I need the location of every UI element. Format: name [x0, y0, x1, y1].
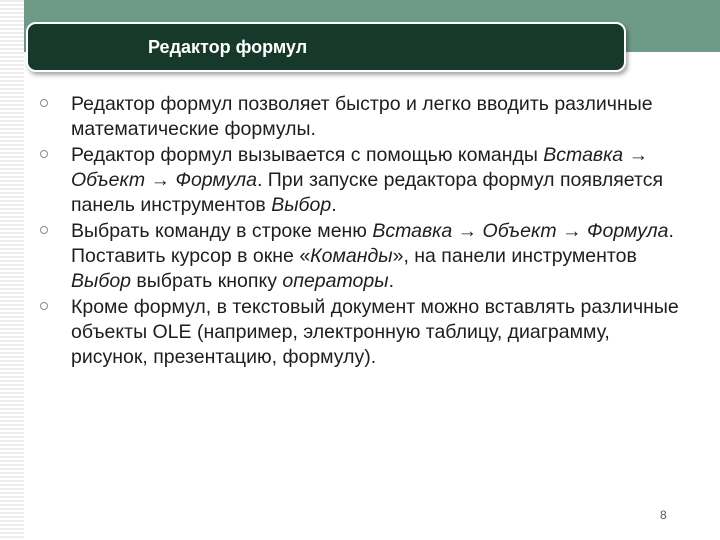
text-segment: Кроме формул, в текстовый документ можно вставлять различные объекты OLE (например, электронную таблицу, диаграмму, рисунок, презентацию, формулу).: [71, 296, 679, 368]
bullet-circle-icon: [40, 302, 48, 310]
text-segment: выбрать кнопку: [131, 270, 283, 292]
bullet-list: [40, 92, 680, 371]
page-number: 8: [660, 508, 667, 522]
bullet-item: [40, 295, 680, 370]
bullet-item: [40, 92, 680, 142]
text-segment-italic: Выбор: [71, 270, 132, 292]
bullet-circle-icon: [40, 99, 48, 107]
text-segment: Выбрать команду в строке меню: [71, 220, 373, 242]
bullet-text: [71, 296, 679, 368]
bullet-item: [40, 219, 680, 294]
text-segment: Редактор формул вызывается с помощью команды: [71, 144, 544, 166]
text-segment-italic: операторы: [282, 270, 389, 292]
text-segment: . Поставить курсор в окне «: [71, 220, 674, 267]
text-segment-italic: Выбор: [271, 194, 332, 216]
text-segment: . При запуске редактора формул появляется панель инструментов: [71, 169, 664, 216]
text-segment: .: [331, 194, 337, 216]
slide-title-box: [26, 22, 626, 72]
bullet-text: [71, 93, 653, 140]
text-segment-italic: Вставка → Объект → Формула: [71, 144, 649, 191]
bullet-circle-icon: [40, 226, 48, 234]
text-segment: », на панели инструментов: [392, 245, 637, 267]
text-segment: Редактор формул позволяет быстро и легко вводить различные математические формулы.: [71, 93, 653, 140]
slide-title: Редактор формул: [148, 37, 308, 57]
text-segment: .: [388, 270, 394, 292]
bullet-item: [40, 143, 680, 218]
left-decorative-stripes: [0, 0, 24, 540]
bullet-circle-icon: [40, 150, 48, 158]
bullet-text: [71, 220, 674, 292]
text-segment-italic: Вставка → Объект → Формула: [372, 220, 669, 242]
bullet-text: [71, 144, 663, 216]
text-segment-italic: Команды: [310, 245, 393, 267]
